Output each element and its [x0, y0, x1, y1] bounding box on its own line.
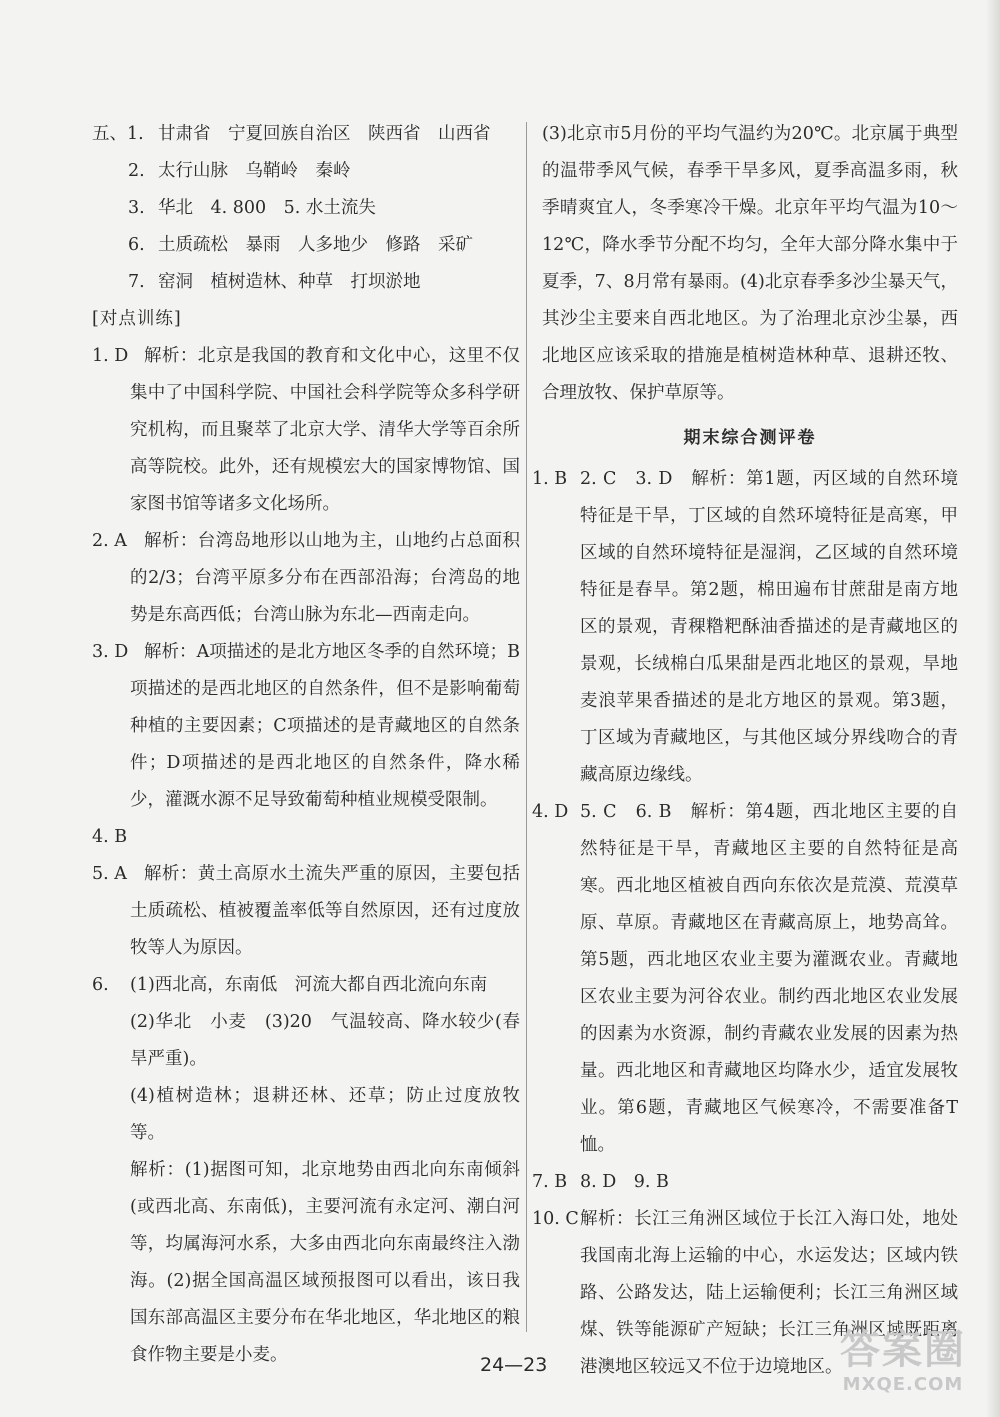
explanation-text: 解析：台湾岛地形以山地为主，山地约占总面积的2/3；台湾平原多分布在西部沿海；台湾岛的地势是东高西低；台湾山脉为东北—西南走向。 — [130, 531, 520, 625]
page-edge-shadow — [986, 0, 1000, 1417]
page-number: 24—23 — [480, 1354, 548, 1376]
item6-answer-2: (2)华北 小麦 (3)20 气温较高、降水较少(春旱严重)。 — [130, 1012, 520, 1069]
left-column — [92, 116, 520, 1374]
explanation-text: 5. C 6. B 解析：第4题，西北地区主要的自然特征是干旱，青藏地区主要的自然特征是高寒。西北地区植被自西向东依次是荒漠、荒漠草原、草原。青藏地区在青藏高原上，地势高耸。第5题，西北地区农业主要为灌溉农业。青藏地区农业主要为河谷农业。制约西北地区农业发展的因素为水资源，制约青藏农业发展的因素为热量。西北地区和青藏地区均降水少，适宜发展牧业。第6题，青藏地区气候寒冷，不需要准备T恤。 — [580, 802, 958, 1155]
explanation-text: 解析：黄土高原水土流失严重的原因，主要包括土质疏松、植被覆盖率低等自然原因，还有过度放牧等人为原因。 — [130, 864, 520, 958]
section5-item-6: 6. 土质疏松 暴雨 人多地少 修路 采矿 — [128, 235, 473, 255]
watermark-logo — [828, 1326, 978, 1406]
right-column — [532, 116, 958, 1386]
item6-answer-3: (4)植树造林；退耕还林、还草；防止过度放牧等。 — [130, 1086, 520, 1143]
final-exam-title: 期末综合测评卷 — [683, 428, 817, 448]
explanation-text: 2. C 3. D 解析：第1题，丙区域的自然环境特征是干旱，丁区域的自然环境特征是高寒，甲区域的自然环境特征是湿润，乙区域的自然环境特征是春旱。第2题，棉田遍布甘蔗甜是南方地区的景观，青稞糌粑酥油香描述的是青藏地区的景观，长绒棉白瓜果甜是西北地区的景观，旱地麦浪苹果香描述的是北方地区的景观。第3题，丁区域为青藏地区，与其他区域分界线吻合的青藏高原边缘线。 — [580, 469, 958, 785]
training-item-2: 2. A 解析：台湾岛地形以山地为主，山地约占总面积的2/3；台湾平原多分布在西部沿海；台湾岛的地势是东高西低；台湾山脉为东北—西南走向。 — [92, 531, 520, 625]
item6-answer-1: (1)西北高，东南低 河流大都自西北流向东南 — [130, 975, 488, 995]
training-item-6: 6. (1)西北高，东南低 河流大都自西北流向东南 (2)华北 小麦 (3)20 气温较高、降水较少(春旱严重)。 (4)植树造林；退耕还林、还草；防止过度放牧等。 解析：(1)据图可知，北京地势由西北向东南倾斜(或西北高、东南低)，主要河流有永定河、潮白河等，均属海河水系，大多由西北向东南最终注入渤海。(2)据全国高温区域预报图可以看出，该日我国东部高温区主要分布在华北地区，华北地区的粮食作物主要是小麦。 — [92, 967, 520, 1374]
section5-item-3: 3. 华北 4. 800 5. 水土流失 — [128, 198, 376, 218]
watermark-sub: MXQE.COM — [842, 1374, 964, 1395]
training-item-3: 3. D 解析：A项描述的是北方地区冬季的自然环境；B项描述的是西北地区的自然条件，但不是影响葡萄种植的主要因素；C项描述的是青藏地区的自然条件；D项描述的是西北地区的自然条件，降水稀少，灌溉水源不足导致葡萄种植业规模受限制。 — [92, 642, 520, 810]
answer-text: 窑洞 植树造林、种草 打坝淤地 — [158, 272, 421, 292]
final-item-7: 7. B 8. D 9. B — [532, 1172, 669, 1192]
section5-item-7: 7. 窑洞 植树造林、种草 打坝淤地 — [128, 272, 421, 292]
explanation-text: 解析：A项描述的是北方地区冬季的自然环境；B项描述的是西北地区的自然条件，但不是影响葡萄种植的主要因素；C项描述的是青藏地区的自然条件；D项描述的是西北地区的自然条件，降水稀少，灌溉水源不足导致葡萄种植业规模受限制。 — [130, 642, 520, 810]
item6-explanation: 解析：(1)据图可知，北京地势由西北向东南倾斜(或西北高、东南低)，主要河流有永定河、潮白河等，均属海河水系，大多由西北向东南最终注入渤海。(2)据全国高温区域预报图可以看出，该日我国东部高温区主要分布在华北地区，华北地区的粮食作物主要是小麦。 — [130, 1160, 520, 1365]
section5-item-1 — [92, 116, 520, 153]
explanation-text: 解析：北京是我国的教育和文化中心，这里不仅集中了中国科学院、中国社会科学院等众多科学研究机构，而且聚萃了北京大学、清华大学等百余所高等院校。此外，还有规模宏大的国家博物馆、国家图书馆等诸多文化场所。 — [130, 346, 520, 514]
final-item-4: 4. D 5. C 6. B 解析：第4题，西北地区主要的自然特征是干旱，青藏地区主要的自然特征是高寒。西北地区植被自西向东依次是荒漠、荒漠草原、草原。青藏地区在青藏高原上，地势高耸。第5题，西北地区农业主要为灌溉农业。青藏地区农业主要为河谷农业。制约西北地区农业发展的因素为水资源，制约青藏农业发展的因素为热量。西北地区和青藏地区均降水少，适宜发展牧业。第6题，青藏地区气候寒冷，不需要准备T恤。 — [532, 802, 958, 1155]
training-item-5: 5. A 解析：黄土高原水土流失严重的原因，主要包括土质疏松、植被覆盖率低等自然原因，还有过度放牧等人为原因。 — [92, 864, 520, 958]
answer-text: 华北 4. 800 5. 水土流失 — [158, 198, 376, 218]
final-item-1: 1. B 2. C 3. D 解析：第1题，丙区域的自然环境特征是干旱，丁区域的自然环境特征是高寒，甲区域的自然环境特征是湿润，乙区域的自然环境特征是春旱。第2题，棉田遍布甘蔗甜是南方地区的景观，青稞糌粑酥油香描述的是青藏地区的景观，长绒棉白瓜果甜是西北地区的景观，旱地麦浪苹果香描述的是北方地区的景观。第3题，丁区域为青藏地区，与其他区域分界线吻合的青藏高原边缘线。 — [532, 469, 958, 785]
watermark-main: 答案圈 — [840, 1327, 966, 1373]
answer-text: 太行山脉 乌鞘岭 秦岭 — [158, 161, 351, 181]
answer-text: 土质疏松 暴雨 人多地少 修路 采矿 — [158, 235, 473, 255]
training-item-1: 1. D 解析：北京是我国的教育和文化中心，这里不仅集中了中国科学院、中国社会科学院等众多科学研究机构，而且聚萃了北京大学、清华大学等百余所高等院校。此外，还有规模宏大的国家博物馆、国家图书馆等诸多文化场所。 — [92, 346, 520, 514]
training-header: [对点训练] — [92, 309, 182, 329]
training-item-4: 4. B — [92, 827, 128, 847]
explanation-text: 解析：长江三角洲区域位于长江入海口处，地处我国南北海上运输的中心，水运发达；区域内铁路、公路发达，陆上运输便利；长江三角洲区域煤、铁等能源矿产短缺；长江三角洲区域既距离港澳地区较远又不位于边境地区。 — [580, 1209, 958, 1377]
answer-text: 甘肃省 宁夏回族自治区 陕西省 山西省 — [158, 124, 491, 144]
continuation-text: (3)北京市5月份的平均气温约为20℃。北京属于典型的温带季风气候，春季干旱多风，夏季高温多雨，秋季晴爽宜人，冬季寒冷干燥。北京年平均气温为10～12℃，降水季节分配不均匀，全年大部分降水集中于夏季，7、8月常有暴雨。(4)北京春季多沙尘暴天气，其沙尘主要来自西北地区。为了治理北京沙尘暴，西北地区应该采取的措施是植树造林种草、退耕还牧、合理放牧、保护草原等。 — [542, 124, 958, 403]
section-marker: 五、1. — [92, 124, 144, 144]
section5-item-2: 2. 太行山脉 乌鞘岭 秦岭 — [128, 161, 351, 181]
explanation-text: 8. D 9. B — [580, 1172, 669, 1192]
column-divider — [526, 122, 527, 1332]
final-item-10: 10. C 解析：长江三角洲区域位于长江入海口处，地处我国南北海上运输的中心，水运发达；区域内铁路、公路发达，陆上运输便利；长江三角洲区域煤、铁等能源矿产短缺；长江三角洲区域既距离港澳地区较远又不位于边境地区。 — [532, 1209, 958, 1377]
